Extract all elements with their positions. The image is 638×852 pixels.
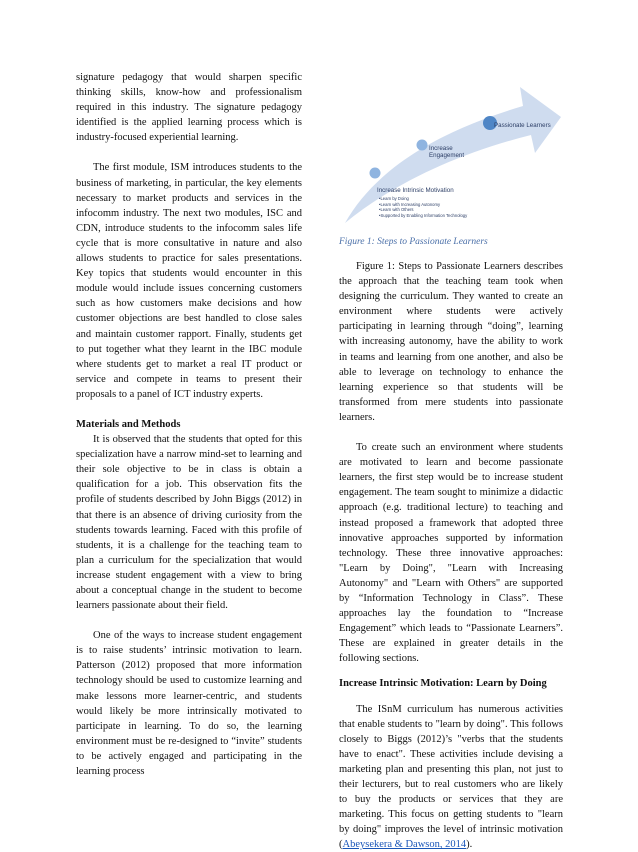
paragraph-engagement: One of the ways to increase student engagement is to raise students’ intrinsic motivation to learn. Patterson (2012) proposed that more information technology should be used to customize learning and make lessons more learner-centric, and students would likely be more intrinsically motivated to participate in learning. To do so, the learning environment must be re-designed to “invite” students to be actively engaged and participating in the learning process (76, 630, 302, 778)
step-dot-motivation (370, 168, 381, 179)
paragraph-methods: It is observed that the students that opted for this specialization have a narrow mind-set to learning and their sole objective to be in class is obtain a qualification for a job. This observation fits the profile of students described by John Biggs (2012) in that there is an absence of driving curiosity from the students towards learning. Faced with this profile of students, it is a challenge for the teaching team to plan a curriculum for the specialization that would increase student engagement with a view to bring about a conceptual change in the student to become learners passionate about their field. (76, 434, 302, 612)
paragraph-intro: signature pedagogy that would sharpen specific thinking skills, know-how and professionalism required in this industry. The signature pedagogy identified is the applied learning process which is industry-focused experiential learning. (76, 72, 302, 144)
paragraph-learn-by-doing (339, 702, 563, 852)
right-column (339, 70, 563, 852)
figure-bullet-list (379, 196, 519, 218)
paragraph-modules: The first module, ISM introduces students to the business of marketing, in particular, the key elements necessary to market products and services in the infocomm industry. The next two modules, ISC and CDN, introduce students to the infocomm sales life cycle that is more consultative in nature and also allows students to practice for sales presentations. Key topics that students would encounter in this module would include issues concerning customers such as how customers make decisions and how customer objections are best handled to close sales and maintain customer rapport. Finally, students get to put together what they learnt in the IBC module where students get to market a real IT product or service and compete in teams to present their proposals to a panel of ICT industry experts. (76, 162, 302, 400)
figure-passionate-learners (339, 73, 565, 233)
citation-link-abeysekera[interactable]: Abeysekera & Dawson, 2014 (342, 839, 467, 851)
paragraph-figure-description: Figure 1: Steps to Passionate Learners describes the approach that the teaching team took when designing the curriculum. They wanted to create an environment where students were actively participating in learning through “doing”, learning with increasing autonomy, have the ability to work in teams and learning from one another, and also be able to leverage on technology to enhance the learning experience so that students will be transformed from mere students into passionate learners. (339, 261, 563, 423)
figure-caption: Figure 1: Steps to Passionate Learners (339, 237, 488, 247)
step-dot-engagement (417, 140, 428, 151)
step-label-motivation: Increase Intrinsic Motivation (377, 187, 454, 194)
paragraph-environment: To create such an environment where students are motivated to learn and become passionate learners, the first step would be to increase student engagement. The team sought to minimize a didactic approach (e.g. traditional lecture) to teaching and instead proposed a framework that adopted three innovative approaches supported by information technology. These three innovative approaches: "Learn by Doing", "Learn with Increasing Autonomy" and "Learn with Others" are supported by “Information Technology in Class”. These approaches lay the foundation to “Increase Engagement” which leads to “Passionate Learners”. These are explained in greater details in the following sections. (339, 442, 563, 665)
heading-materials-methods: Materials and Methods (76, 418, 181, 430)
heading-learn-by-doing: Increase Intrinsic Motivation: Learn by Doing (339, 678, 547, 690)
step-label-engagement: Increase Engagement (429, 145, 465, 160)
bullet-enabling-it: • Supported by Enabling Information Technology (379, 213, 519, 219)
left-column (76, 70, 302, 779)
bullet-learn-by-doing: • Learn by Doing (379, 196, 519, 202)
bullet-learn-with-others: • Learn with Others (379, 207, 519, 213)
paragraph-learn-by-doing-text: The ISnM curriculum has numerous activities that enable students to "learn by doing". This follows closely to Biggs (2012)’s "verbs that the students have to enact". These activities include devising a marketing plan and presenting this plan, not just to their lecturers, but to real customers who are likely to buy the products or services that they are marketing. This focus on getting students to "learn by doing" improves the level of intrinsic motivation ( (339, 703, 563, 851)
step-label-passionate: Passionate Learners (494, 122, 551, 129)
paragraph-learn-by-doing-end: ). (466, 839, 473, 851)
bullet-learn-autonomy: • Learn with Increasing Autonomy (379, 202, 519, 208)
